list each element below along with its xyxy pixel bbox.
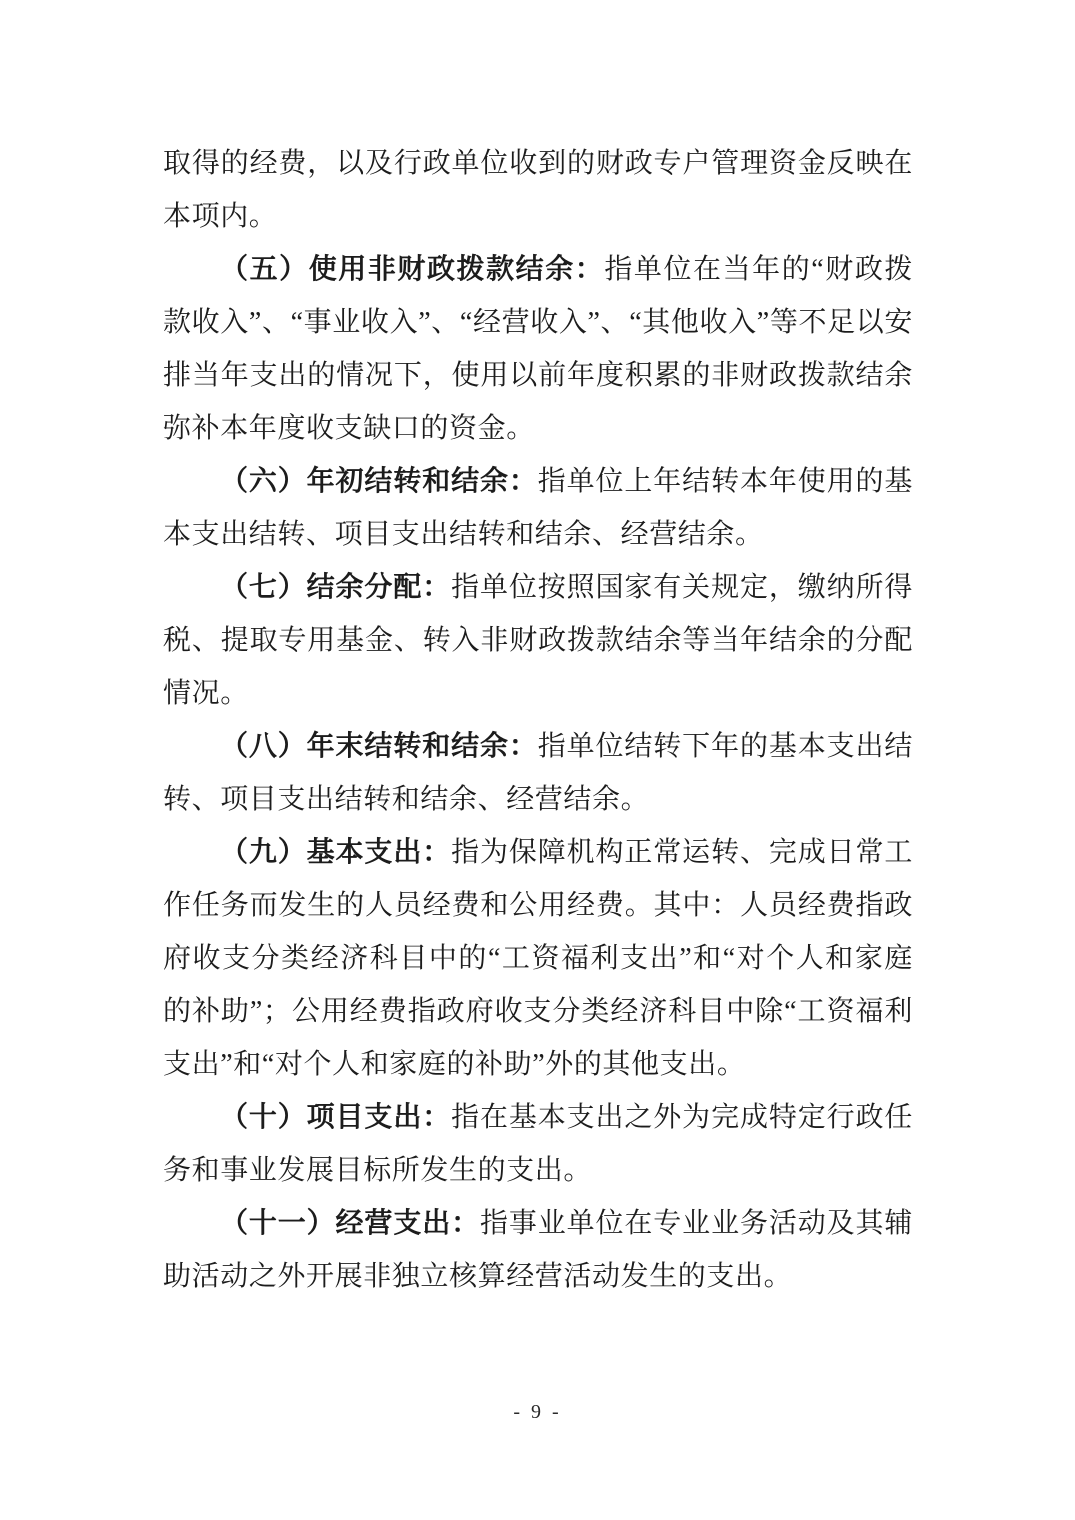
paragraph-heading: （八）年末结转和结余： [220,731,538,762]
paragraph-heading: （九）基本支出： [220,837,452,868]
paragraph-heading: （七）结余分配： [220,572,452,603]
paragraph-heading: （十）项目支出： [220,1102,452,1133]
paragraph: （十）项目支出：指在基本支出之外为完成特定行政任务和事业发展目标所发生的支出。 [163,1102,913,1186]
paragraph: （五）使用非财政拨款结余：指单位在当年的“财政拨款收入”、“事业收入”、“经营收入”、“其他收入”等不足以安排当年支出的情况下，使用以前年度积累的非财政拨款结余弥补本年度收支缺口的资金。 [163,254,913,444]
paragraph: （八）年末结转和结余：指单位结转下年的基本支出结转、项目支出结转和结余、经营结余。 [163,731,913,815]
paragraph: （九）基本支出：指为保障机构正常运转、完成日常工作任务而发生的人员经费和公用经费。其中：人员经费指政府收支分类经济科目中的“工资福利支出”和“对个人和家庭的补助”；公用经费指政府收支分类经济科目中除“工资福利支出”和“对个人和家庭的补助”外的其他支出。 [163,837,913,1080]
paragraph: （六）年初结转和结余：指单位上年结转本年使用的基本支出结转、项目支出结转和结余、经营结余。 [163,466,913,550]
paragraph-heading: （十一）经营支出： [220,1208,480,1239]
document-body [163,137,913,1303]
paragraph: （十一）经营支出：指事业单位在专业业务活动及其辅助活动之外开展非独立核算经营活动发生的支出。 [163,1208,913,1292]
paragraph-heading: （六）年初结转和结余： [220,466,538,497]
paragraph-heading: （五）使用非财政拨款结余： [220,254,605,285]
paragraph: 取得的经费，以及行政单位收到的财政专户管理资金反映在本项内。 [163,148,913,232]
page-number: - 9 - [513,1401,562,1423]
paragraph: （七）结余分配：指单位按照国家有关规定，缴纳所得税、提取专用基金、转入非财政拨款结余等当年结余的分配情况。 [163,572,913,709]
